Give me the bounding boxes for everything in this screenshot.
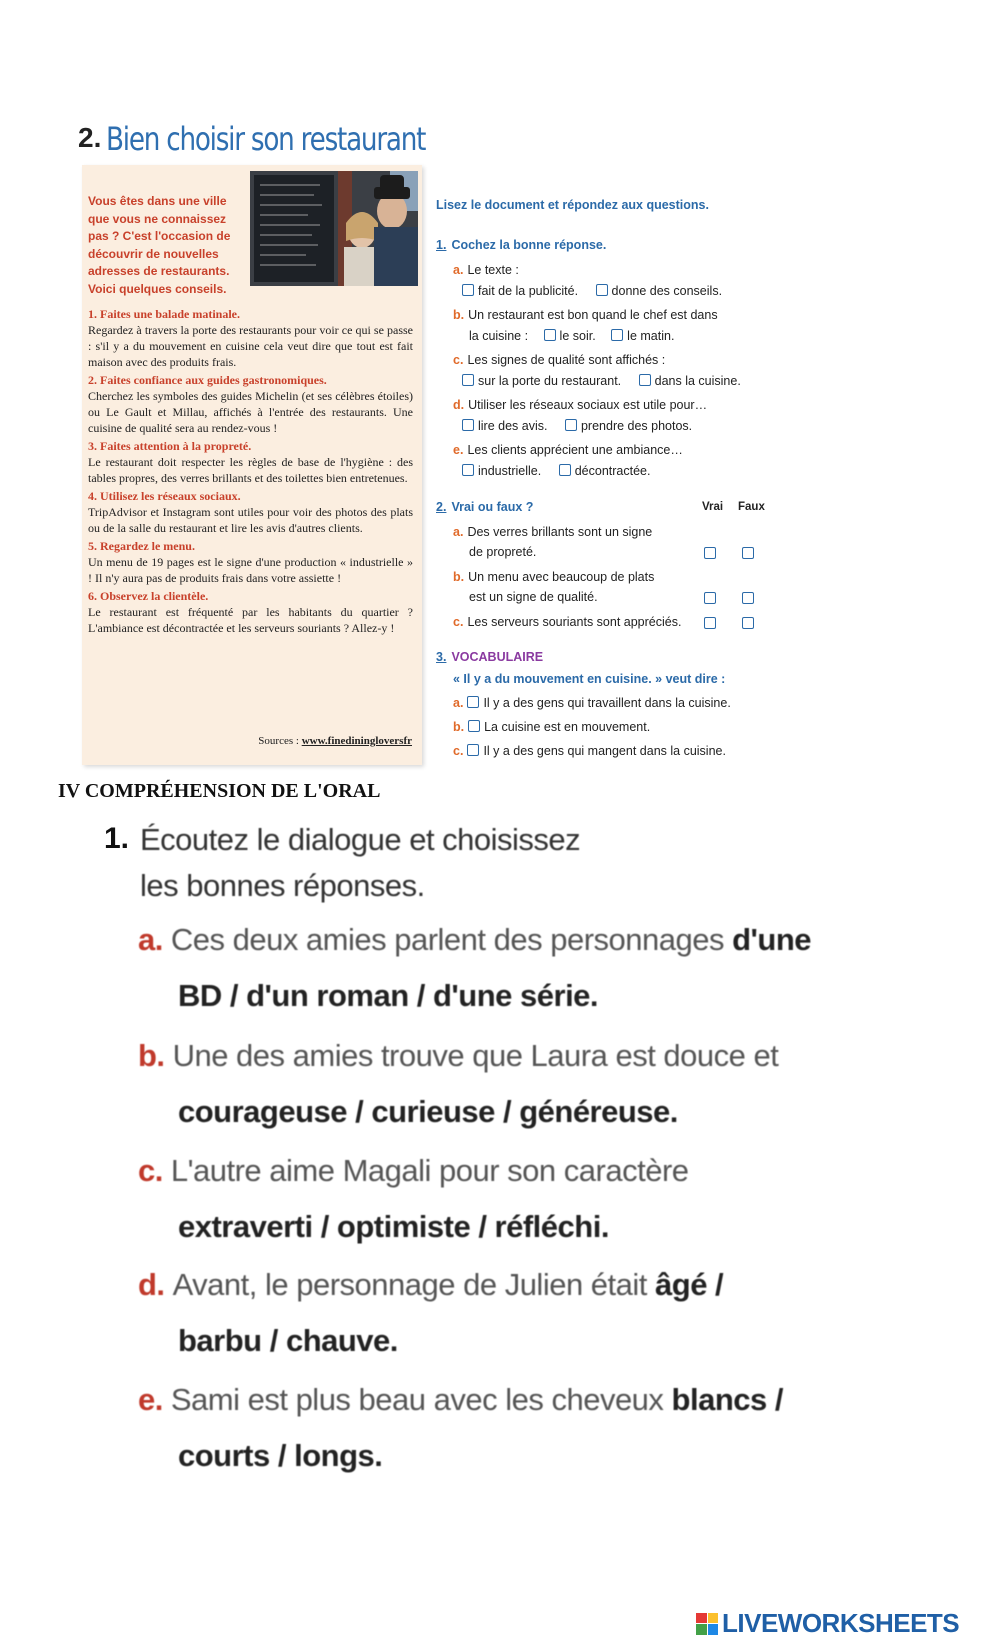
exercise-number: 1. [104, 822, 130, 855]
choice: d'une [732, 922, 812, 957]
letter: b. [138, 1038, 165, 1073]
line: Sami est plus beau avec les cheveux [170, 1382, 672, 1417]
option: industrielle. [478, 464, 542, 478]
checkbox[interactable] [559, 464, 571, 476]
letter: a. [138, 922, 163, 957]
checkbox[interactable] [596, 284, 608, 296]
option: Il y a des gens qui travaillent dans la cuisine. [483, 696, 731, 710]
option: le soir. [559, 329, 596, 343]
q2-title: Vrai ou faux ? [451, 500, 534, 514]
q2a-line2: de propreté. [469, 545, 537, 559]
q3a [453, 696, 731, 711]
tip-title: 6. Observez la clientèle. [88, 589, 209, 603]
logo-text: LIVEWORKSHEETS [722, 1608, 960, 1638]
choices[interactable]: courts / longs. [178, 1438, 383, 1473]
q1c-stem [453, 353, 665, 368]
oral-item-d [138, 1267, 723, 1303]
q2b-line2: est un signe de qualité. [469, 590, 598, 604]
checkbox[interactable] [462, 284, 474, 296]
checkbox[interactable] [468, 720, 480, 732]
statement: Des verres brillants sont un signe [467, 525, 653, 539]
logo-icon [696, 1613, 718, 1635]
tip-title: 1. Faites une balade matinale. [88, 307, 240, 321]
letter: d. [453, 398, 465, 412]
q1d-options [462, 419, 692, 434]
option: le matin. [627, 329, 675, 343]
q3b [453, 720, 650, 735]
q2-number: 2. [436, 500, 447, 514]
letter: c. [453, 744, 464, 758]
option: Il y a des gens qui mangent dans la cuisine. [483, 744, 726, 758]
tip-title: 2. Faites confiance aux guides gastronomiques. [88, 373, 327, 387]
oral-item-e [138, 1382, 783, 1418]
q2b-line1 [453, 570, 654, 585]
section-title: Bien choisir son restaurant [106, 120, 426, 158]
option: décontractée. [574, 464, 651, 478]
checkbox[interactable] [544, 329, 556, 341]
exercise-title-line2: les bonnes réponses. [140, 868, 425, 903]
oral-item-b [138, 1038, 778, 1074]
line: L'autre aime Magali pour son caractère [170, 1153, 689, 1188]
exercise-title-line1: Écoutez le dialogue et choisissez [140, 822, 581, 857]
q1a-options [462, 284, 722, 299]
tip-title: 5. Regardez le menu. [88, 539, 195, 553]
sources-line [258, 735, 412, 747]
false-checkbox[interactable] [742, 617, 754, 629]
letter: c. [453, 615, 464, 629]
q3-title: VOCABULAIRE [451, 650, 544, 664]
q3c [453, 744, 726, 759]
statement: Un menu avec beaucoup de plats [468, 570, 655, 584]
checkbox[interactable] [639, 374, 651, 386]
letter: a. [453, 263, 464, 277]
restaurant-photo [250, 171, 418, 286]
stem: Les clients apprécient une ambiance… [467, 443, 683, 457]
stem: Un restaurant est bon quand le chef est dans [468, 308, 718, 322]
q1e-options [462, 464, 650, 479]
checkbox[interactable] [467, 696, 479, 708]
choices[interactable]: BD / d'un roman / d'une série. [178, 978, 599, 1013]
oral-item-a-choices [178, 978, 598, 1014]
checkbox[interactable] [565, 419, 577, 431]
col-false: Faux [738, 501, 765, 513]
letter: c. [453, 353, 464, 367]
tip-body: Le restaurant est fréquenté par les habitants du quartier ? L'ambiance est décontractée et les serveurs souriants ? Allez-y ! [88, 605, 413, 635]
checkbox[interactable] [611, 329, 623, 341]
option: fait de la publicité. [478, 284, 579, 298]
line: Ces deux amies parlent des personnages [170, 922, 733, 957]
q1-title: Cochez la bonne réponse. [451, 238, 607, 252]
letter: b. [453, 720, 465, 734]
q2a-line1 [453, 525, 652, 540]
q2c-line1 [453, 615, 681, 630]
tip-body: Le restaurant doit respecter les règles de base de l'hygiène : des tables propres, des verres brillants et des toilettes bien entretenues. [88, 455, 413, 485]
tip-body: Un menu de 19 pages est le signe d'une production « industrielle » ! Il n'y aura pas de produits frais dans votre assiette ! [88, 555, 413, 585]
stem: Utiliser les réseaux sociaux est utile pour… [468, 398, 708, 412]
choice: âgé / [655, 1267, 724, 1302]
article-intro: Vous êtes dans une ville que vous ne connaissez pas ? C'est l'occasion de découvrir de nouvelles adresses de restaurants. Voici quelques conseils. [88, 194, 231, 296]
q3-number: 3. [436, 650, 447, 664]
checkbox[interactable] [462, 374, 474, 386]
true-checkbox[interactable] [704, 592, 716, 604]
choices[interactable]: extraverti / optimiste / réfléchi. [178, 1209, 609, 1244]
q1d-stem [453, 398, 707, 413]
q1c-options [462, 374, 741, 389]
q1-header [436, 238, 606, 253]
q3-header [436, 650, 543, 665]
q1e-stem [453, 443, 683, 458]
option: La cuisine est en mouvement. [484, 720, 651, 734]
q1a-stem [453, 263, 519, 278]
choice: blancs / [671, 1382, 783, 1417]
q1-number: 1. [436, 238, 447, 252]
tip-body: Cherchez les symboles des guides Michelin (et ses célèbres étoiles) ou Le Gault et Millau, affichés à l'entrée des restaurants. Une cuisine de qualité sera au rendez-vous ! [88, 389, 413, 435]
section-number: 2. [78, 122, 102, 153]
tip-body: TripAdvisor et Instagram sont utiles pour voir des photos des plats ou de la salle du restaurant et lire les avis d'autres clients. [88, 505, 413, 535]
letter: e. [453, 443, 464, 457]
checkbox[interactable] [467, 744, 479, 756]
letter: c. [138, 1153, 163, 1188]
oral-item-a [138, 922, 811, 958]
liveworksheets-logo [696, 1608, 959, 1639]
true-checkbox[interactable] [704, 617, 716, 629]
true-checkbox[interactable] [704, 547, 716, 559]
oral-item-b-choices [178, 1094, 678, 1130]
letter: d. [138, 1267, 165, 1302]
letter: a. [453, 696, 464, 710]
stem: Le texte : [467, 263, 519, 277]
oral-heading: IV COMPRÉHENSION DE L'ORAL [58, 780, 381, 802]
option: donne des conseils. [611, 284, 723, 298]
line: Une des amies trouve que Laura est douce et [172, 1038, 779, 1073]
option: sur la porte du restaurant. [478, 374, 622, 388]
tip-title: 3. Faites attention à la propreté. [88, 439, 252, 453]
letter: b. [453, 570, 465, 584]
oral-item-e-choices [178, 1438, 382, 1474]
col-true: Vrai [702, 501, 724, 513]
oral-item-c [138, 1153, 689, 1189]
stem: Les signes de qualité sont affichés : [467, 353, 666, 367]
oral-item-c-choices [178, 1209, 609, 1245]
line: Avant, le personnage de Julien était [172, 1267, 656, 1302]
option: dans la cuisine. [654, 374, 741, 388]
false-checkbox[interactable] [742, 547, 754, 559]
option: prendre des photos. [580, 419, 693, 433]
letter: e. [138, 1382, 163, 1417]
option: lire des avis. [478, 419, 548, 433]
tips-list [88, 307, 413, 639]
q3-quote: « Il y a du mouvement en cuisine. » veut dire : [453, 672, 726, 686]
tip-body: Regardez à travers la porte des restaurants pour voir ce qui se passe : s'il y a du mouvement en cuisine cela veut dire que tout est fait maison avec des produits frais. [88, 323, 413, 369]
letter: b. [453, 308, 465, 322]
checkbox[interactable] [462, 464, 474, 476]
q2-header [436, 500, 533, 515]
oral-item-d-choices [178, 1323, 398, 1359]
statement: Les serveurs souriants sont appréciés. [467, 615, 682, 629]
tip-title: 4. Utilisez les réseaux sociaux. [88, 489, 241, 503]
article-panel [82, 165, 422, 765]
sources-label: Sources : [258, 735, 302, 747]
checkbox[interactable] [462, 419, 474, 431]
stem-cont: la cuisine : [469, 329, 529, 343]
letter: a. [453, 525, 464, 539]
choices[interactable]: barbu / chauve. [178, 1323, 398, 1358]
q1b-stem [453, 308, 718, 323]
instruction: Lisez le document et répondez aux questions. [436, 198, 709, 212]
false-checkbox[interactable] [742, 592, 754, 604]
choices[interactable]: courageuse / curieuse / généreuse. [178, 1094, 678, 1129]
q1b-options [469, 329, 674, 344]
sources-link[interactable]: www.finediningloversfr [301, 735, 412, 747]
